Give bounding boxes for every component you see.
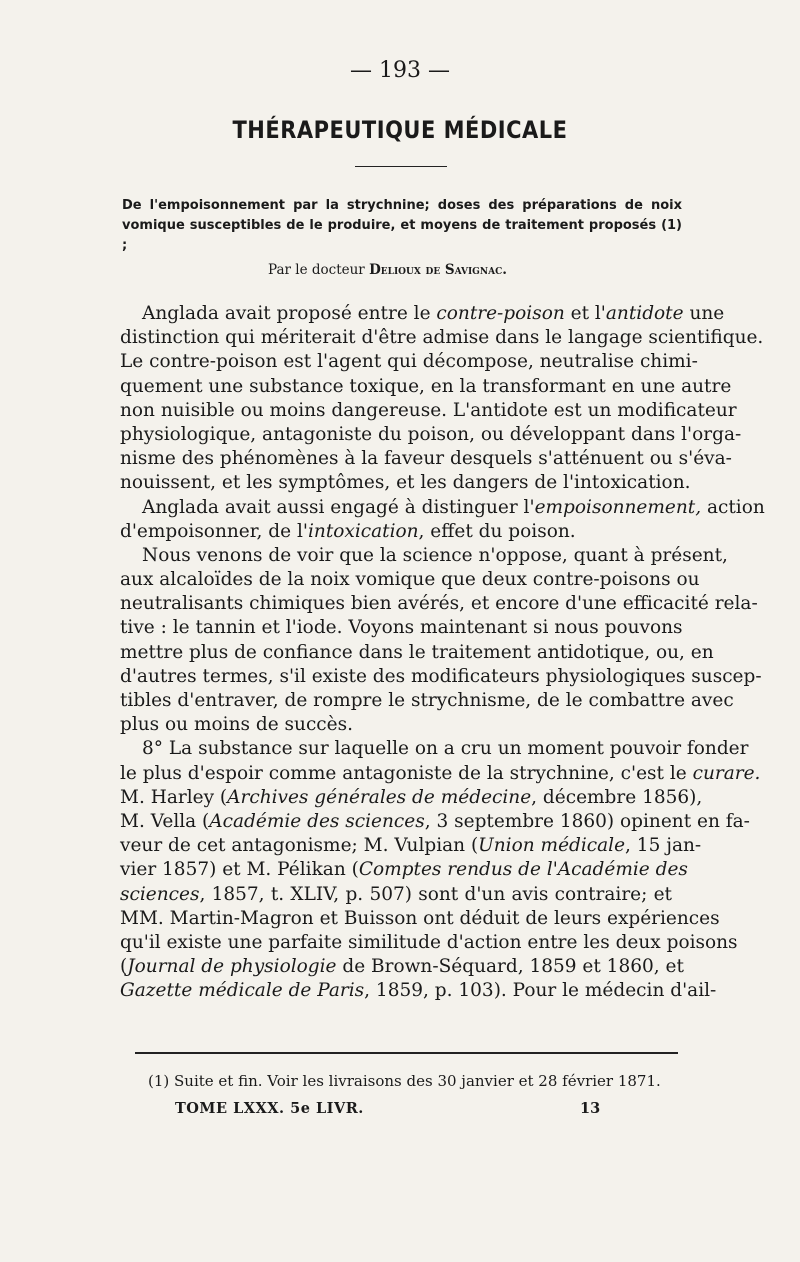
italic-text: Union médicale [478, 835, 626, 857]
text-span: physiologique, antagoniste du poison, ou développant dans l'orga- [120, 423, 742, 445]
sheet-number: 13 [580, 1100, 601, 1117]
text-span: Nous venons de voir que la science n'oppose, quant à présent, [142, 544, 728, 566]
section-heading: THÉRAPEUTIQUE MÉDICALE [232, 116, 568, 144]
text-line [120, 979, 717, 1003]
text-line [120, 375, 732, 399]
text-span: M. Vella ( [120, 810, 210, 832]
text-span: Anglada avait proposé entre le [142, 303, 437, 324]
text-span: qu'il existe une parfaite similitude d'action entre les deux poisons [120, 931, 738, 953]
text-span: distinction qui mériterait d'être admise dans le langage scientifique. [120, 327, 764, 349]
text-span: action [701, 496, 765, 518]
text-span: et l' [564, 303, 606, 324]
text-span: de Brown-Séquard, 1859 et 1860, et [336, 956, 684, 978]
text-span: , 1857, t. XLIV, p. 507) sont d'un avis contraire; et [199, 883, 672, 905]
text-span: , 3 septembre 1860) opinent en fa- [424, 810, 750, 832]
text-line [120, 689, 734, 713]
text-span: Anglada avait aussi engagé à distinguer l' [142, 496, 535, 518]
text-line [120, 834, 702, 858]
italic-text: empoisonnement, [534, 496, 702, 518]
body-text [120, 302, 765, 1003]
text-span: quement une substance toxique, en la transformant en une autre [120, 375, 732, 397]
text-span: veur de cet antagonisme; M. Vulpian ( [120, 835, 479, 857]
article-subtitle: De l'empoisonnement par la strychnine; doses des préparations de noix vomique susceptibles de le produire, et moyens de traitement proposés (1) ; [122, 198, 682, 253]
text-span: nouissent, et les symptômes, et les dangers de l'intoxication. [120, 472, 691, 494]
text-span: mettre plus de confiance dans le traitement antidotique, ou, en [120, 641, 714, 663]
italic-text: curare. [692, 762, 761, 784]
text-span: neutralisants chimiques bien avérés, et encore d'une efficacité rela- [120, 593, 758, 615]
text-span: , 15 jan- [625, 835, 702, 857]
text-line [120, 641, 714, 665]
italic-text: contre-poison [436, 303, 565, 324]
italic-text: Journal de physiologie [127, 956, 337, 978]
text-span: nisme des phénomènes à la faveur desquels s'atténuent ou s'éva- [120, 448, 732, 470]
volume-signature: TOME LXXX. 5e LIVR. [175, 1100, 364, 1117]
text-span: tive : le tannin et l'iode. Voyons maintenant si nous pouvons [120, 617, 683, 639]
text-line [120, 713, 672, 737]
text-line [120, 931, 738, 955]
text-line [120, 568, 700, 592]
italic-text: Archives générales de médecine [227, 786, 532, 808]
text-span: plus ou moins de succès. [120, 714, 353, 736]
text-line [120, 810, 750, 834]
text-line [120, 496, 765, 520]
text-span: tibles d'entraver, de rompre le strychnisme, de le combattre avec [120, 690, 734, 711]
text-span: , effet du poison. [418, 520, 576, 542]
text-line [120, 423, 742, 447]
text-line [120, 883, 672, 907]
text-span: , décembre 1856), [531, 786, 703, 808]
text-span: vier 1857) et M. Pélikan ( [120, 859, 359, 881]
text-line [120, 326, 764, 350]
italic-text: Académie des sciences [209, 810, 425, 832]
text-line [120, 786, 703, 810]
author-name: Delioux de Savignac. [369, 262, 507, 278]
author-line [268, 262, 507, 278]
text-span: une [683, 303, 725, 324]
text-line [120, 616, 683, 640]
text-span: MM. Martin-Magron et Buisson ont déduit de leurs expériences [120, 907, 720, 929]
text-span: ( [120, 956, 128, 978]
text-span: , 1859, p. 103). Pour le médecin d'ail- [364, 980, 717, 1002]
italic-text: Comptes rendus de l'Académie des [358, 859, 688, 881]
footnote-divider [135, 1052, 678, 1054]
text-span: le plus d'espoir comme antagoniste de la strychnine, c'est le [120, 762, 693, 784]
text-line [120, 592, 758, 616]
text-span: M. Harley ( [120, 786, 228, 808]
heading-divider [355, 166, 447, 167]
text-line [120, 858, 688, 882]
text-line [120, 399, 737, 423]
text-line [120, 447, 732, 471]
text-span: aux alcaloïdes de la noix vomique que deux contre-poisons ou [120, 569, 700, 591]
text-span: non nuisible ou moins dangereuse. L'antidote est un modificateur [120, 399, 737, 421]
text-line [120, 762, 761, 786]
text-line [120, 350, 698, 374]
text-span: Le contre-poison est l'agent qui décompose, neutralise chimi- [120, 351, 698, 373]
text-line [120, 737, 749, 761]
text-span: d'autres termes, s'il existe des modificateurs physiologiques suscep- [120, 665, 762, 687]
italic-text: intoxication [307, 520, 419, 542]
italic-text: antidote [605, 303, 684, 324]
text-line [120, 520, 672, 544]
text-line [120, 302, 725, 326]
page-number: — 193 — [350, 58, 450, 83]
footnote: (1) Suite et fin. Voir les livraisons des 30 janvier et 28 février 1871. [148, 1072, 661, 1090]
text-line [120, 907, 720, 931]
italic-text: Gazette médicale de Paris [120, 980, 365, 1002]
text-span: 8° La substance sur laquelle on a cru un moment pouvoir fonder [142, 738, 749, 760]
text-line [120, 471, 691, 495]
text-line [120, 665, 762, 689]
text-line [120, 544, 728, 568]
author-prefix: Par le docteur [268, 262, 365, 278]
italic-text: sciences [120, 883, 200, 905]
text-line [120, 955, 684, 979]
text-span: d'empoisonner, de l' [120, 520, 308, 542]
